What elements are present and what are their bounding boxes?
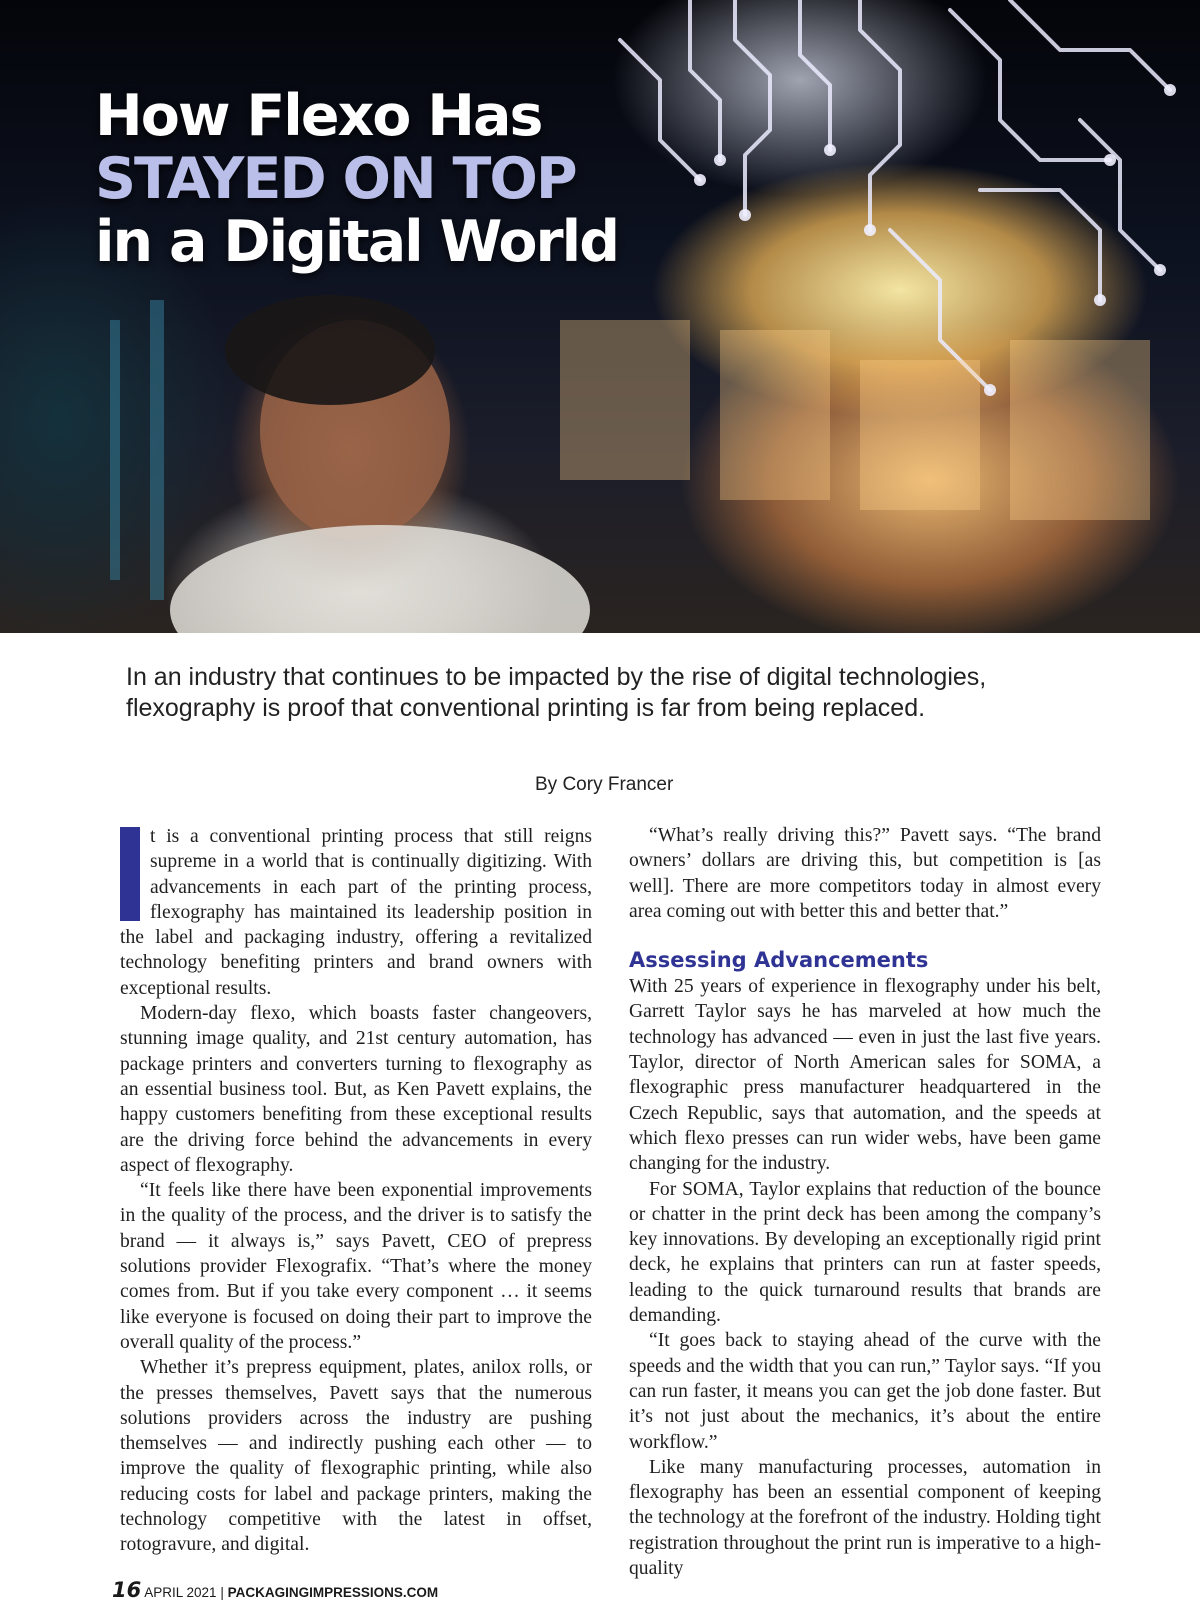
paragraph: “What’s really driving this?” Pavett says. “The brand owners’ dollars are driving this, but competition is [as well]. There are more competitors today in almost every area coming out with better this and better that.” — [629, 825, 1101, 922]
drop-cap-block — [120, 827, 140, 921]
headline-line-2: STAYED ON TOP — [95, 146, 576, 212]
paragraph: “It feels like there have been exponential improvements in the quality of the process, and the driver is to satisfy the brand — it always is,” says Pavett, CEO of prepress solutions provider Flexografix. “That’s where the money comes from. But if you take every component … it seems like everyone is focused on doing their part to improve the overall quality of the process.” — [120, 1180, 592, 1353]
left-column — [120, 824, 592, 1558]
paragraph: “It goes back to staying ahead of the curve with the speeds and the width that you can run,” Taylor says. “If you can run faster, it means you can get the job done faster. But it’s not just about the mechanics, it’s about the entire workflow.” — [629, 1330, 1101, 1453]
hero-photo — [0, 0, 1200, 633]
footer-separator: | — [220, 1585, 224, 1600]
paragraph — [120, 824, 592, 1001]
paragraph: Modern-day flexo, which boasts faster changeovers, stunning image quality, and 21st century automation, has package printers and converters turning to flexography as an essential business tool. But, as Ken Pavett explains, the happy customers benefiting from these exceptional results are the driving force behind the advancements in every aspect of flexography. — [120, 1003, 592, 1176]
website-link[interactable]: PACKAGINGIMPRESSIONS.COM — [227, 1585, 439, 1600]
right-column — [629, 823, 1101, 1581]
page-footer — [112, 1578, 438, 1602]
headline-line-1: How Flexo Has — [95, 83, 542, 149]
paragraph: For SOMA, Taylor explains that reduction of the bounce or chatter in the print deck has been among the company’s key innovations. By developing an exceptionally rigid print deck, he explains that printers can run at faster speeds, leading to the quick turnaround results that brands are demanding. — [629, 1178, 1101, 1327]
page-number: 16 — [112, 1578, 142, 1602]
headline — [95, 85, 618, 274]
operator-hair — [225, 295, 435, 405]
operator-shirt — [170, 525, 590, 633]
section-heading: Assessing Advancements — [629, 948, 929, 973]
paragraph: Whether it’s prepress equipment, plates, anilox rolls, or the presses themselves, Pavett says that the numerous solutions providers across the industry are pushing themselves — and indirectly pushing each other — to improve the quality of flexographic printing, while also reducing costs for label and package printers, making the technology competitive with the latest in offset, rotogravure, and digital. — [120, 1357, 592, 1556]
issue-date: APRIL 2021 — [144, 1585, 217, 1600]
paragraph-text: t is a conventional printing process that still reigns supreme in a world that is continually digitizing. With advancements in each part of the printing process, flexography has maintained its leadership position in the label and packaging industry, offering a revitalized technology benefiting printers and brand owners with exceptional results. — [120, 826, 592, 999]
deck-subtitle: In an industry that continues to be impacted by the rise of digital technologies, flexography is proof that conventional printing is far from being replaced. — [126, 663, 987, 722]
headline-line-3: in a Digital World — [95, 209, 619, 275]
paragraph: Like many manufacturing processes, automation in flexography has been an essential component of keeping the technology at the forefront of the industry. Holding tight registration throughout the print run is imperative to a high-quality — [629, 1456, 1101, 1580]
byline: By Cory Francer — [535, 774, 674, 795]
paragraph: With 25 years of experience in flexography under his belt, Garrett Taylor says he has marveled at how much the technology has advanced — even in just the last five years. Taylor, director of North American sales for SOMA, a flexographic press manufacturer headquartered in the Czech Republic, says that automation, and the speeds at which flexo presses can run wider webs, have been game changing for the industry. — [629, 976, 1101, 1175]
